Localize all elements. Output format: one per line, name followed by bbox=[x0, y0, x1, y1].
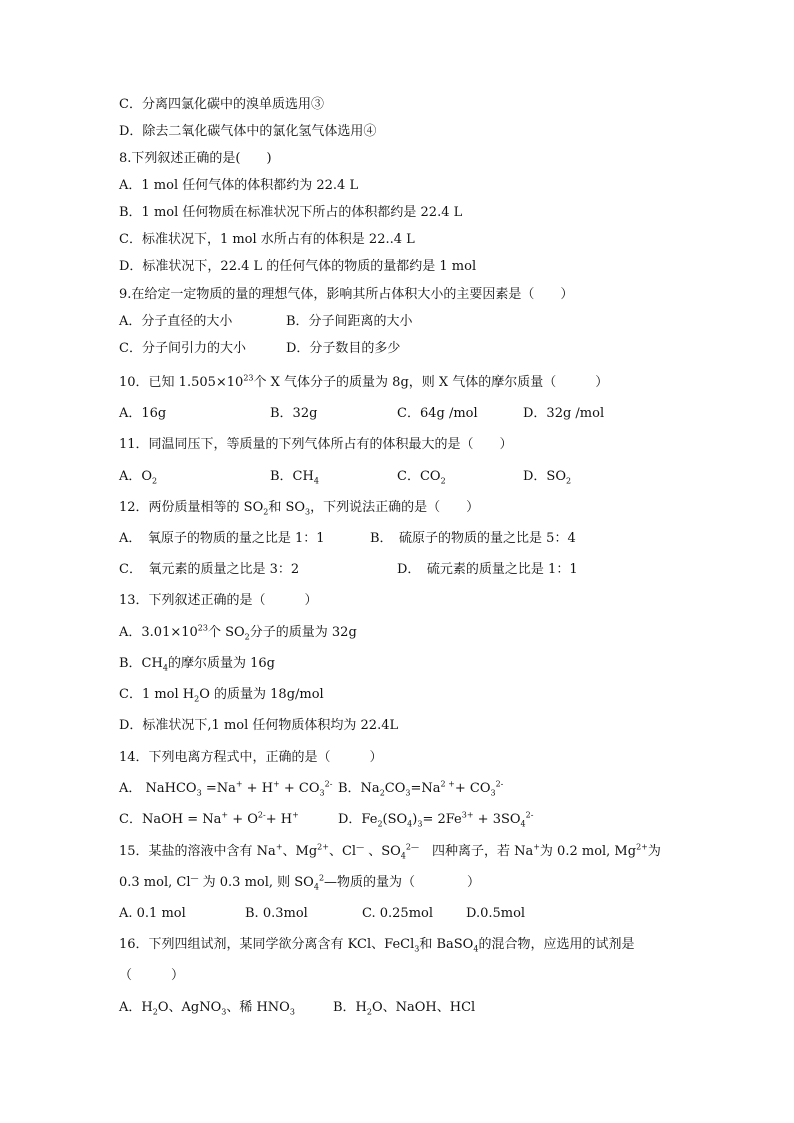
question-12-option-a: A． 氧原子的物质的量之比是 1：1 bbox=[119, 531, 325, 546]
question-7-option-d: D．除去二氧化碳气体中的氯化氢气体选用④ bbox=[119, 124, 377, 139]
question-9-option-a: A．分子直径的大小 bbox=[119, 314, 233, 329]
question-15-options bbox=[119, 906, 525, 922]
question-8-option-b: B．1 mol 任何物质在标准状况下所占的体积都约是 22.4 L bbox=[119, 205, 463, 220]
question-15-stem-line-2: 0.3 mol, Cl— 为 0.3 mol, 则 $SO_4^2—$物质的量为（ ） bbox=[119, 873, 481, 892]
question-12-option-c: C． 氧元素的质量之比是 3：2 bbox=[119, 562, 300, 577]
question-10-stem: 10．已知 $1.505\times 10^{23}$个 X 气体分子的质量为 8g，则 X 气体的摩尔质量（ ） bbox=[119, 373, 609, 390]
question-9-option-b: B．分子间距离的大小 bbox=[286, 314, 413, 329]
question-10-option-d: D．32g /mol bbox=[523, 406, 605, 421]
question-13-option-a: A．$3.01\times 10^{23}$个 $SO_2$分子的质量为 32g bbox=[119, 623, 357, 642]
question-10-option-b: B．32g bbox=[270, 406, 318, 421]
question-14-options-row-1 bbox=[119, 781, 503, 797]
question-14-stem: 14．下列电离方程式中，正确的是（ ） bbox=[119, 750, 383, 765]
question-11-option-b: B．$CH_4$ bbox=[270, 469, 319, 486]
question-9-stem: 9.在给定一定物质的量的理想气体，影响其所占体积大小的主要因素是（ ） bbox=[119, 287, 574, 302]
question-16-option-b: B．$H_2O$、NaOH、HCl bbox=[333, 1000, 476, 1017]
question-11-stem: 11．同温同压下，等质量的下列气体所占有的体积最大的是（ ） bbox=[119, 437, 513, 452]
question-12-stem: 12．两份质量相等的 $SO_2$和 $SO_3$，下列说法正确的是（ ） bbox=[119, 500, 480, 517]
question-16-options bbox=[119, 1000, 475, 1016]
question-11-option-d: D．$SO_2$ bbox=[523, 469, 572, 486]
question-13-option-c: C．1 mol $H_2O$ 的质量为 18g/mol bbox=[119, 687, 324, 704]
question-12-option-b: B． 硫原子的物质的量之比是 5：4 bbox=[370, 531, 576, 546]
question-11-option-c: C．$CO_2$ bbox=[397, 469, 446, 486]
question-8-option-d: D．标准状况下，22.4 L 的任何气体的物质的量都约是 1 mol bbox=[119, 259, 477, 274]
question-7-option-c: C．分离四氯化碳中的溴单质选用③ bbox=[119, 97, 324, 112]
question-14-option-d: D．$Fe_2(SO_4)_3= 2Fe^{3+} + 3SO_4^{2-}$ bbox=[338, 810, 534, 829]
question-13-stem: 13．下列叙述正确的是（ ） bbox=[119, 593, 318, 608]
question-9-options-row-2 bbox=[119, 341, 400, 357]
question-12-options-row-2 bbox=[119, 562, 578, 578]
question-16-option-a: A．$H_2O$、AgNO$_3$、稀 $HNO_3$ bbox=[119, 1000, 295, 1017]
question-15-option-c: C. 0.25mol bbox=[362, 906, 434, 921]
question-10-option-a: A．16g bbox=[119, 406, 167, 421]
question-16-stem-line-1: 16．下列四组试剂，某同学欲分离含有 KCl、FeCl$_3$和 BaSO$_4$的混合物，应选用的试剂是 bbox=[119, 937, 635, 954]
question-16-stem-line-2: （ ） bbox=[119, 968, 185, 983]
question-8-option-a: A．1 mol 任何气体的体积都约为 22.4 L bbox=[119, 178, 359, 193]
question-14-option-b: B．$Na_2CO_3=Na^{2 +}+ CO_3^{2-}$ bbox=[338, 779, 504, 798]
question-15-option-d: D.0.5mol bbox=[466, 906, 526, 921]
question-15-stem-line-1: 15．某盐的溶液中含有 Na+、$Mg^{2+}$、Cl— 、$SO_4^{2—}$ 四种离子，若 Na+为 0.2 mol, $Mg^{2+}$为 bbox=[119, 842, 661, 861]
question-8-option-c: C．标准状况下，1 mol 水所占有的体积是 22..4 L bbox=[119, 232, 415, 247]
question-15-option-b: B. 0.3mol bbox=[245, 906, 308, 921]
question-14-option-c: C．NaOH = $Na^+ + O^{2-}+ H^+$ bbox=[119, 810, 299, 827]
question-14-options-row-2 bbox=[119, 812, 533, 828]
question-9-option-c: C．分子间引力的大小 bbox=[119, 341, 246, 356]
question-14-option-a: A． NaHCO$_3$ $=Na^+ + H^+ + CO_3^{2-}$ bbox=[119, 779, 333, 798]
question-11-option-a: A．$O_2$ bbox=[119, 469, 158, 486]
question-13-option-b: B．$CH_4$的摩尔质量为 16g bbox=[119, 656, 275, 673]
question-13-option-d: D．标准状况下,1 mol 任何物质体积均为 22.4L bbox=[119, 718, 399, 733]
question-8-stem: 8.下列叙述正确的是( ) bbox=[119, 151, 272, 166]
question-10-options bbox=[119, 406, 604, 422]
question-15-option-a: A. 0.1 mol bbox=[119, 906, 186, 921]
question-9-options-row-1 bbox=[119, 314, 413, 330]
question-12-option-d: D． 硫元素的质量之比是 1：1 bbox=[397, 562, 578, 577]
question-11-options bbox=[119, 469, 571, 485]
question-9-option-d: D．分子数目的多少 bbox=[286, 341, 401, 356]
question-12-options-row-1 bbox=[119, 531, 576, 547]
question-10-option-c: C．64g /mol bbox=[397, 406, 478, 421]
